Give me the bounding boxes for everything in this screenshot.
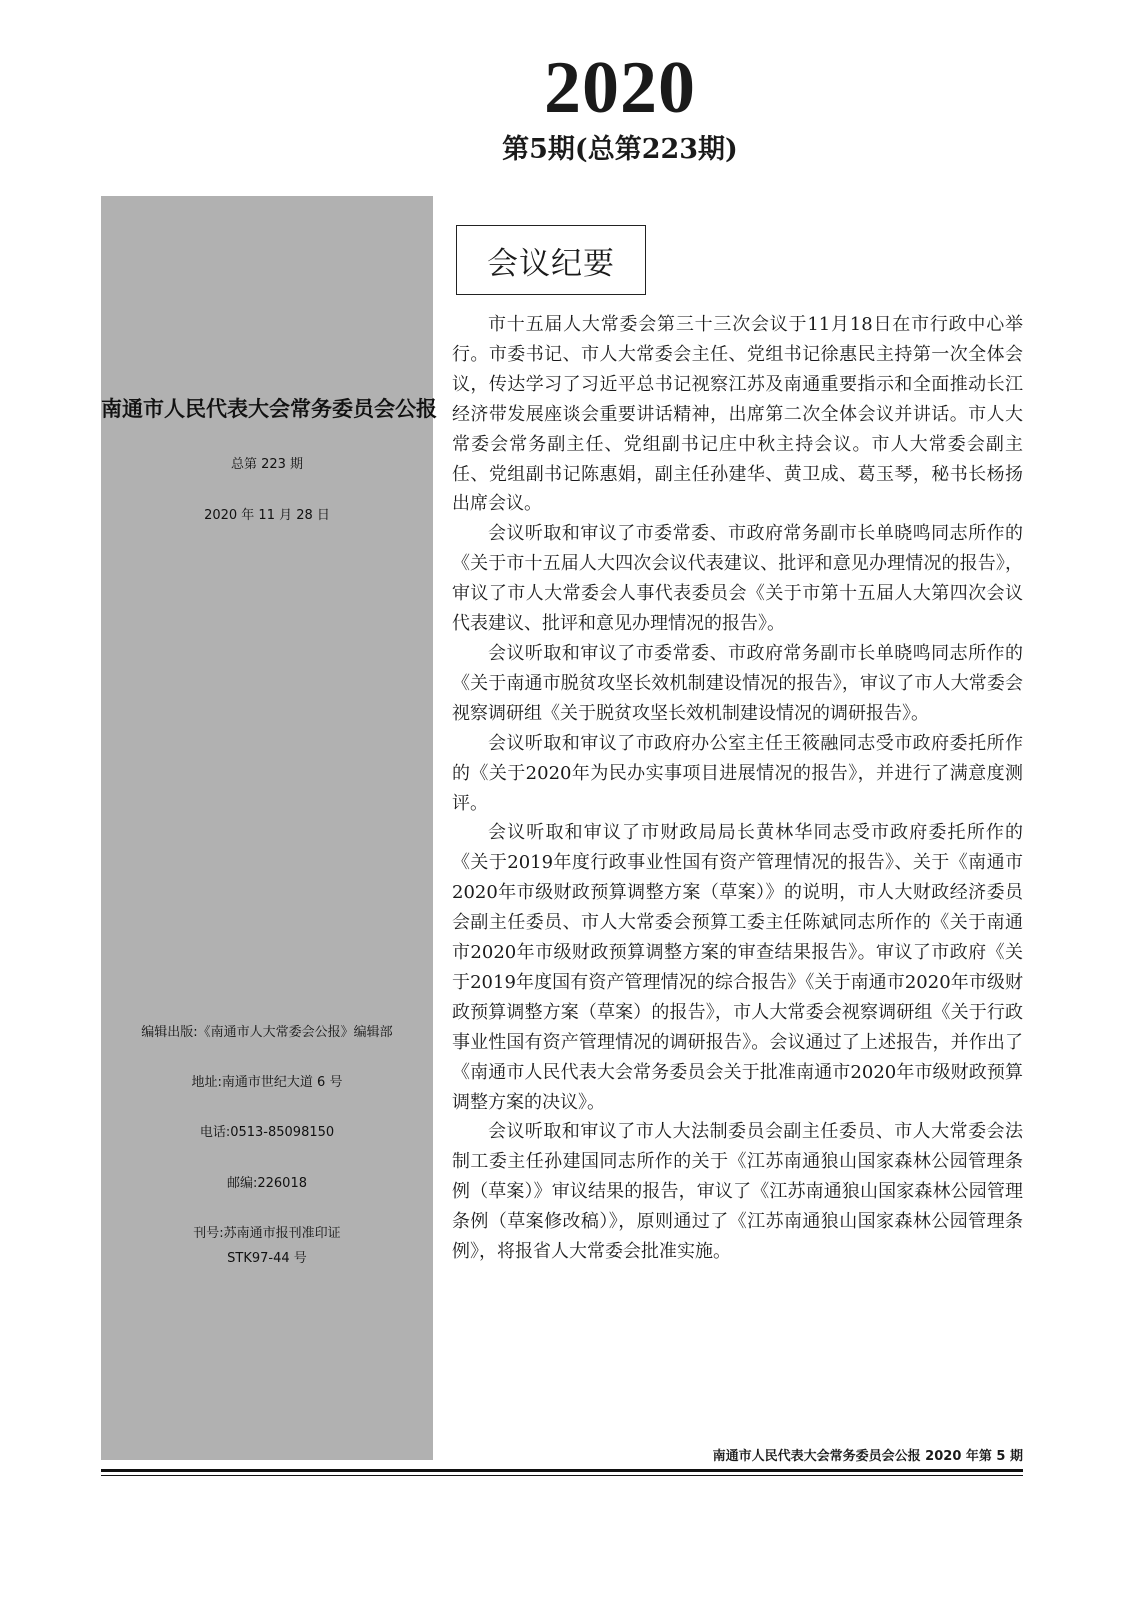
year-heading: 2020 (544, 47, 696, 129)
issue-heading: 第5期(总第223期) (502, 134, 738, 165)
publisher-info: 编辑出版:《南通市人大常委会公报》编辑部 (141, 1025, 393, 1040)
permit-line-2: STK97-44 号 (227, 1251, 307, 1266)
sidebar-panel (101, 196, 437, 1460)
article-body (452, 310, 1023, 1410)
footer-rule-thin (101, 1475, 1023, 1476)
gazette-title: 南通市人民代表大会常务委员会公报 (101, 397, 437, 421)
paragraph: 会议听取和审议了市委常委、市政府常务副市长单晓鸣同志所作的《关于市十五届人大四次会议代表建议、批评和意见办理情况的报告》，审议了市人大常委会人事代表委员会《关于市第十五届人大第四次会议代表建议、批评和意见办理情况的报告》。 (452, 523, 1023, 635)
paragraph: 会议听取和审议了市政府办公室主任王筱融同志受市政府委托所作的《关于2020年为民办实事项目进展情况的报告》，并进行了满意度测评。 (452, 732, 1023, 814)
paragraph: 会议听取和审议了市人大法制委员会副主任委员、市人大常委会法制工委主任孙建国同志所作的关于《江苏南通狼山国家森林公园管理条例（草案）》审议结果的报告，审议了《江苏南通狼山国家森林公园管理条例（草案修改稿）》，原则通过了《江苏南通狼山国家森林公园管理条例》，将报省人大常委会批准实施。 (452, 1121, 1023, 1263)
phone-info: 电话:0513-85098150 (199, 1125, 335, 1140)
publish-date: 2020 年 11 月 28 日 (204, 508, 330, 523)
page-footer: 南通市人民代表大会常务委员会公报 2020 年第 5 期 (712, 1449, 1023, 1464)
postcode-info: 邮编:226018 (226, 1176, 307, 1191)
paragraph: 市十五届人大常委会第三十三次会议于11月18日在市行政中心举行。市委书记、市人大常委会主任、党组书记徐惠民主持第一次全体会议，传达学习了习近平总书记视察江苏及南通重要指示和全面推动长江经济带发展座谈会重要讲话精神，出席第二次全体会议并讲话。市人大常委会常务副主任、党组副书记庄中秋主持会议。市人大常委会副主任、党组副书记陈惠娟，副主任孙建华、黄卫成、葛玉琴，秘书长杨扬出席会议。 (452, 314, 1023, 515)
paragraph: 会议听取和审议了市委常委、市政府常务副市长单晓鸣同志所作的《关于南通市脱贫攻坚长效机制建设情况的报告》，审议了市人大常委会视察调研组《关于脱贫攻坚长效机制建设情况的调研报告》。 (452, 642, 1023, 724)
total-issue: 总第 223 期 (230, 457, 304, 472)
section-title: 会议纪要 (456, 225, 646, 295)
paragraph: 会议听取和审议了市财政局局长黄林华同志受市政府委托所作的《关于2019年度行政事业性国有资产管理情况的报告》、关于《南通市2020年市级财政预算调整方案（草案）》的说明，市人大财政经济委员会副主任委员、市人大常委会预算工委主任陈斌同志所作的《关于南通市2020年市级财政预算调整方案的审查结果报告》。审议了市政府《关于2019年度国有资产管理情况的综合报告》《关于南通市2020年市级财政预算调整方案（草案）的报告》，市人大常委会视察调研组《关于行政事业性国有资产管理情况的调研报告》。会议通过了上述报告，并作出了《南通市人民代表大会常务委员会关于批准南通市2020年市级财政预算调整方案的决议》。 (452, 822, 1023, 1113)
footer-rule-thick (101, 1469, 1023, 1472)
permit-line-1: 刊号:苏南通市报刊准印证 (193, 1226, 341, 1241)
address-info: 地址:南通市世纪大道 6 号 (191, 1075, 343, 1090)
